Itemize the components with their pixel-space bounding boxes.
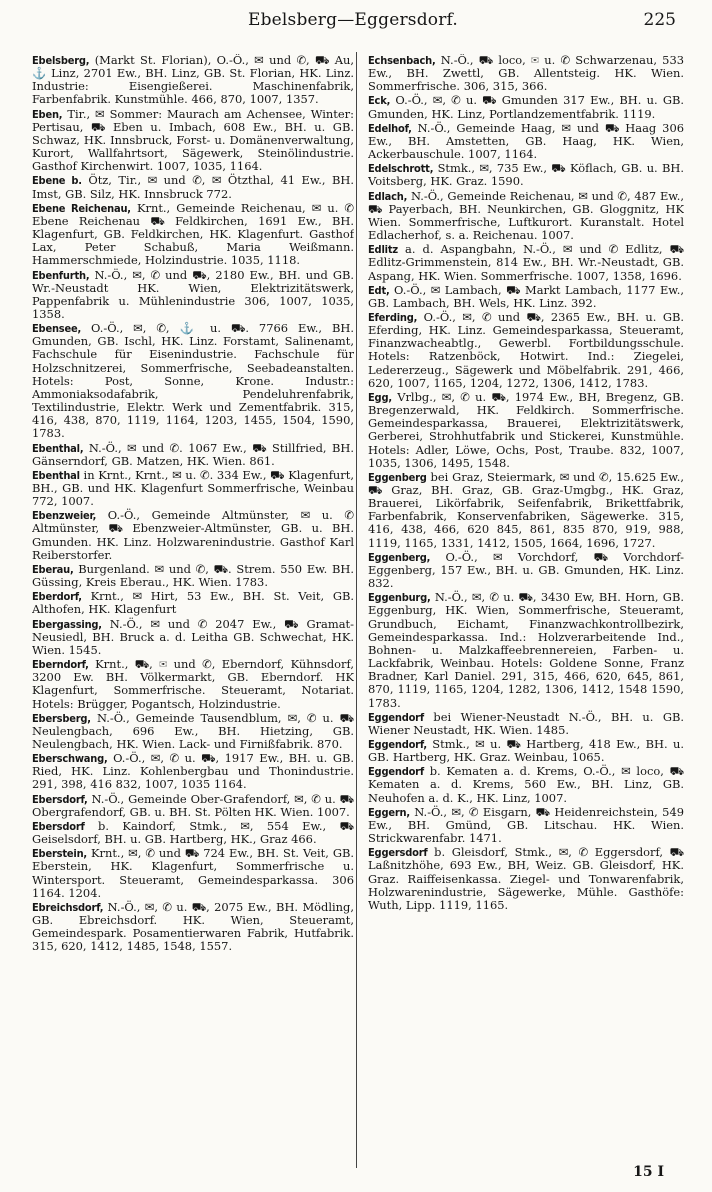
entry-headword: Egg, (368, 390, 392, 404)
entry-text: N.-Ö., ⛟ loco, ✉ u. ✆ Schwarzenau, 533 Ew., BH. Zwettl, GB. Allentsteig. HK. Wien. Sommerfrische. 306, 315, 366. (368, 54, 684, 94)
gazetteer-entry (32, 820, 354, 846)
entry-text: O.-Ö., ✉ Vorchdorf, ⛟ Vorchdorf-Eggenberg, 157 Ew., BH. u. GB. Gmunden, HK. Linz. 832. (368, 549, 684, 591)
entry-text: N.-Ö., Gemeinde Tausendblum, ✉, ✆ u. ⛟ Neulengbach, 696 Ew., BH. Hietzing, GB. Neulengbach, HK. Wien. Lack- und Firnißfabrik. 870. (32, 710, 354, 751)
printer-signature: 15 I (633, 1164, 664, 1180)
entry-text: N.-Ö., ✉, ✆ u. ⛟, 3430 Ew, BH. Horn, GB. Eggenburg, HK. Wien, Sommerfrische, Steueramt, Grundbuch, Eichamt, Finanzwachkontrollbezirk, Gemeindesparkassa. Ind.: Holzverarbeitende Ind., Bohnen- u. Malzkaffeebrennereien, Farben- u. Lackfabrik, Weinbau. Hotels: Goldene Sonne, Franz Bradner, Karl Daniel. 291, 315, 466, 620, 645, 861, 870, 1119, 1165, 1204, 1282, 1306, 1412, 1548 1590, 1783. (368, 590, 684, 710)
entry-text: N.-Ö., ✉, ✆ und ⛟, 2180 Ew., BH. und GB. Wr.-Neustadt HK. Wien, Elektrizitätswerk, Pappenfabrik u. Mühlenindustrie 306, 1007, 1035, 1358. (32, 267, 354, 321)
column-divider (356, 52, 357, 1168)
entry-headword: Eggenberg, (368, 550, 431, 564)
entry-headword: Eggenburg, (368, 591, 431, 605)
entry-headword: Eberstein, (32, 847, 87, 861)
gazetteer-entry (32, 322, 354, 440)
gazetteer-entry (32, 202, 354, 268)
entry-headword: Eberau, (32, 562, 74, 576)
entry-text: bei Wiener-Neustadt N.-Ö., BH. u. GB. Wiener Neustadt, HK. Wien. 1485. (368, 709, 684, 737)
entry-text: Stmk., ✉, 735 Ew., ⛟ Köflach, GB. u. BH. Voitsberg, HK. Graz. 1590. (368, 161, 684, 189)
entry-headword: Ebensee, (32, 322, 82, 336)
gazetteer-entry (368, 591, 684, 709)
entry-headword: Eggendorf (368, 765, 424, 779)
entry-headword: Ebene b. (32, 174, 82, 188)
entry-text: N.-Ö., Gemeinde Ober-Grafendorf, ✉, ✆ u. ⛟ Obergrafendorf, GB. u. BH. St. Pölten HK. Wien. 1007. (32, 791, 354, 819)
entry-text: O.-Ö., ✉ Lambach, ⛟ Markt Lambach, 1177 Ew., GB. Lambach, BH. Wels, HK. Linz. 392. (368, 282, 684, 310)
entry-text: N.-Ö., ✉ und ✆. 1067 Ew., ⛟ Stillfried, BH. Gänserndorf, GB. Matzen, HK. Wien. 861. (32, 440, 354, 468)
entry-text: O.-Ö., ✉, ✆ u. ⛟, 1917 Ew., BH. u. GB. Ried, HK. Linz. Kohlenbergbau und Thonindustrie. 291, 398, 416 832, 1007, 1035 1164. (32, 751, 354, 792)
entry-text: N.-Ö., ✉, ✆ u. ⛟, 2075 Ew., BH. Mödling, GB. Ebreichsdorf. HK. Wien, Steueramt, Gemeindespark. Posamentierwaren Fabrik, Hutfabrik. 315, 620, 1412, 1485, 1548, 1557. (32, 899, 354, 954)
entry-headword: Ebreichsdorf, (32, 900, 104, 914)
entry-headword: Edlach, (368, 189, 408, 203)
entry-headword: Eberndorf, (32, 658, 89, 672)
entry-headword: Eggendorf, (368, 737, 427, 751)
gazetteer-entry (32, 590, 354, 616)
gazetteer-entry (368, 284, 684, 310)
entry-headword: Ebersberg, (32, 711, 91, 725)
entry-text: Ötz, Tir., ✉ und ✆, ✉ Ötzthal, 41 Ew., BH. Imst, GB. Silz, HK. Innsbruck 772. (32, 173, 354, 201)
gazetteer-entry (32, 901, 354, 954)
entry-text: Krnt., ✉, ✆ und ⛟ 724 Ew., BH. St. Veit, GB. Eberstein, HK. Klagenfurt, Sommerfrische u. Wintersport. Steueramt, Gemeindesparkassa. 306 1164. 1204. (32, 846, 354, 900)
entry-headword: Ebersdorf (32, 819, 85, 833)
entry-text: Krnt., ✉ Hirt, 53 Ew., BH. St. Veit, GB. Althofen, HK. Klagenfurt (32, 589, 354, 617)
gazetteer-entry (32, 442, 354, 468)
gazetteer-entry (368, 122, 684, 161)
gazetteer-entry (32, 847, 354, 900)
entry-headword: Echsenbach, (368, 54, 436, 67)
gazetteer-entry (368, 806, 684, 845)
gazetteer-entry (32, 509, 354, 562)
entry-text: Krnt., ⛟, ✉ und ✆, Eberndorf, Kühnsdorf, 3200 Ew. BH. Völkermarkt, GB. Eberndorf. HK Klagenfurt, Sommerfrische. Steueramt, Notariat. Hotels: Brügger, Pogantsch, Holzindustrie. (32, 657, 354, 711)
entry-text: N.-Ö., ✉, ✆ Eisgarn, ⛟ Heidenreichstein, 549 Ew., BH. Gmünd, GB. Litschau. HK. Wien. Strickwarenfabr. 1471. (368, 804, 684, 846)
entry-text: bei Graz, Steiermark, ✉ und ✆, 15.625 Ew., ⛟ Graz, BH. Graz, GB. Graz-Umgbg., HK. Graz, Brauerei, Likörfabrik, Seifenfabrik, Brikettfabrik, Farbenfabrik, Konservenfabriken, Sägewerke. 315, 416, 438, 466, 620 845, 861, 835 870, 919, 988, 1119, 1165, 1331, 1412, 1505, 1664, 1696, 1727. (368, 469, 684, 550)
gazetteer-entry (32, 752, 354, 791)
gazetteer-entry (368, 551, 684, 590)
gazetteer-entry (32, 658, 354, 711)
entry-headword: Ebelsberg, (32, 54, 90, 67)
entry-text: (Markt St. Florian), O.-Ö., ✉ und ✆, ⛟ Au, ⚓ Linz, 2701 Ew., BH. Linz, GB. St. Florian, HK. Linz. Industrie: Eisengießerei. Maschinenfabrik, Farbenfabrik. Kunstmühle. 466, 870, 1007, 1357. (32, 54, 354, 107)
gazetteer-entry (32, 618, 354, 657)
running-head: Ebelsberg—Eggersdorf. (247, 10, 459, 30)
gazetteer-entry (32, 563, 354, 589)
entry-text: Stmk., ✉ u. ⛟ Hartberg, 418 Ew., BH. u. GB. Hartberg, HK. Graz. Weinbau, 1065. (368, 736, 684, 765)
entry-headword: Ebenzweier, (32, 509, 97, 523)
gazetteer-entry (32, 469, 354, 508)
page-number: 225 (643, 10, 676, 30)
entry-text: O.-Ö., ✉, ✆ und ⛟, 2365 Ew., BH. u. GB. Eferding, HK. Linz. Gemeindesparkassa, Steueramt, Finanzwacheabtlg., Gewerbl. Fortbildungsschule. Hotels: Ratzenböck, Hotwirt. Ind.: Ziegelei, Ledererzeug., Sägewerk und Möbelfabrik. 291, 466, 620, 1007, 1165, 1204, 1272, 1306, 1412, 1783. (368, 309, 684, 390)
gazetteer-entry (368, 54, 684, 93)
entry-text: a. d. Aspangbahn, N.-Ö., ✉ und ✆ Edlitz, ⛟ Edlitz-Grimmenstein, 814 Ew., BH. Wr.-Neustadt, GB. Aspang, HK. Wien. Sommerfrische. 1007, 1358, 1696. (368, 242, 684, 283)
entry-text: b. Kaindorf, Stmk., ✉, 554 Ew., ⛟ Geiselsdorf, BH. u. GB. Hartberg, HK., Graz 466. (32, 818, 354, 847)
entry-headword: Edt, (368, 283, 390, 297)
entry-headword: Ebergassing, (32, 617, 102, 631)
entry-headword: Eberschwang, (32, 752, 108, 766)
entry-text: Burgenland. ✉ und ✆, ⛟. Strem. 550 Ew. BH. Güssing, Kreis Eberau., HK. Wien. 1783. (32, 561, 354, 590)
entry-headword: Eggern, (368, 805, 410, 819)
gazetteer-entry (32, 108, 354, 174)
gazetteer-entry (368, 94, 684, 120)
entry-headword: Edlitz (368, 243, 398, 257)
entry-headword: Eben, (32, 107, 63, 121)
gazetteer-entry (368, 738, 684, 764)
gazetteer-entry (368, 711, 684, 737)
entry-headword: Eck, (368, 94, 391, 108)
gazetteer-entry (368, 190, 684, 243)
entry-text: b. Kematen a. d. Krems, O.-Ö., ✉ loco, ⛟ Kematen a. d. Krems, 560 Ew., BH. Linz, GB. Neuhofen a. d. K., HK. Linz, 1007. (368, 764, 684, 805)
gazetteer-entry (368, 162, 684, 188)
gazetteer-entry (32, 174, 354, 200)
entry-text: O.-Ö., Gemeinde Altmünster, ✉ u. ✆ Altmünster, ⛟ Ebenzweier-Altmünster, GB. u. BH. Gmunden. HK. Linz. Holzwarenindustrie. Gasthof Karl Reiberstorfer. (32, 508, 354, 562)
entry-text: O.-Ö., ✉, ✆, ⚓ u. ⛟. 7766 Ew., BH. Gmunden, GB. Ischl, HK. Linz. Forstamt, Salinenamt, Fachschule für Eisenindustrie. Fachschule für Holzschnitzerei, Sommerfrische, Seebadeanstalten. Hotels: Post, Sonne, Krone. Industr.: Ammoniaksodafabrik, Pendeluhrenfabrik, Textilindustrie, Elektr. Werk und Zementfabrik. 315, 416, 438, 870, 1119, 1164, 1203, 1455, 1504, 1590, 1783. (32, 321, 354, 441)
entry-headword: Ebersdorf, (32, 792, 88, 806)
gazetteer-entry (32, 793, 354, 819)
entry-text: N.-Ö., Gemeinde Haag, ✉ und ⛟ Haag 306 Ew., BH. Amstetten, GB. Haag, HK. Wien, Ackerbauschule. 1007, 1164. (368, 120, 684, 162)
gazetteer-entry (32, 269, 354, 322)
left-column (32, 54, 354, 1166)
page-header (30, 10, 676, 38)
entry-headword: Eggenberg (368, 470, 427, 484)
entry-headword: Edelhof, (368, 121, 412, 135)
entry-text: Krnt., Gemeinde Reichenau, ✉ u. ✆ Ebene Reichenau ⛟ Feldkirchen, 1691 Ew., BH. Klagenfurt, GB. Feldkirchen, HK. Klagenfurt. Gasthof Lax, Peter Schabuß, Maria Weißmann. Hammerschmiede, Holzindustrie. 1035, 1118. (32, 200, 354, 268)
entry-headword: Edelschrott, (368, 162, 434, 176)
gazetteer-entry (368, 311, 684, 390)
entry-text: in Krnt., Krnt., ✉ u. ✆. 334 Ew., ⛟ Klagenfurt, BH., GB. und HK. Klagenfurt Sommerfrische, Weinbau 772, 1007. (32, 467, 354, 509)
entry-text: N.-Ö., ✉ und ✆ 2047 Ew., ⛟ Gramat-Neusiedl, BH. Bruck a. d. Leitha GB. Schwechat, HK. Wien. 1545. (32, 616, 354, 657)
entry-headword: Eggendorf (368, 710, 424, 724)
gazetteer-entry (368, 765, 684, 804)
right-column (368, 54, 684, 1166)
entry-headword: Ebenthal (32, 468, 80, 482)
gazetteer-entry (32, 712, 354, 751)
entry-headword: Eggersdorf (368, 846, 428, 860)
entry-text: N.-Ö., Gemeinde Reichenau, ✉ und ✆, 487 Ew., ⛟ Payerbach, BH. Neunkirchen, GB. Gloggnitz, HK Wien. Sommerfrische, Luftkurort. Kuranstalt. Hotel Edlacherhof, s. a. Reichenau. 1007. (368, 188, 684, 243)
gazetteer-entry (368, 471, 684, 550)
gazetteer-entry (32, 54, 354, 107)
gazetteer-entry (368, 391, 684, 470)
entry-text: O.-Ö., ✉, ✆ u. ⛟ Gmunden 317 Ew., BH. u. GB. Gmunden, HK. Linz, Portlandzementfabrik. 1119. (368, 93, 684, 121)
entry-headword: Eberdorf, (32, 590, 82, 604)
gazetteer-entry (368, 846, 684, 912)
entry-headword: Ebene Reichenau, (32, 201, 131, 215)
entry-headword: Eferding, (368, 310, 418, 324)
gazetteer-entry (368, 243, 684, 282)
entry-text: b. Gleisdorf, Stmk., ✉, ✆ Eggersdorf, ⛟ Laßnitzhöhe, 693 Ew., BH, Weiz. GB. Gleisdorf, HK. Graz. Raiffeisenkassa. Ziegel- und Tonwarenfabrik, Holzwarenindustrie, Sägewerke, Mühle. Gasthöfe: Wuth, Lipp. 1119, 1165. (368, 845, 684, 912)
entry-text: Tir., ✉ Sommer: Maurach am Achensee, Winter: Pertisau, ⛟ Eben u. Imbach, 608 Ew., BH. u. GB. Schwaz, HK. Innsbruck, Forst- u. Domänenverwaltung, Kurort, Wallfahrtsort, Sägewerk, Steinölindustrie. Gasthof Kirchenwirt. 1007, 1035, 1164. (32, 106, 354, 174)
entry-headword: Ebenfurth, (32, 268, 90, 282)
entry-text: Vrlbg., ✉, ✆ u. ⛟, 1974 Ew., BH, Bregenz, GB. Bregenzerwald, HK. Feldkirch. Sommerfrische. Gemeindesparkassa, Brauerei, Elektrizitätswerk, Gerberei, Strohhutfabrik und Stickerei, Kunstmühle. Hotels: Adler, Löwe, Ochs, Post, Traube. 832, 1007, 1035, 1306, 1495, 1548. (368, 389, 684, 470)
entry-headword: Ebenthal, (32, 441, 84, 455)
